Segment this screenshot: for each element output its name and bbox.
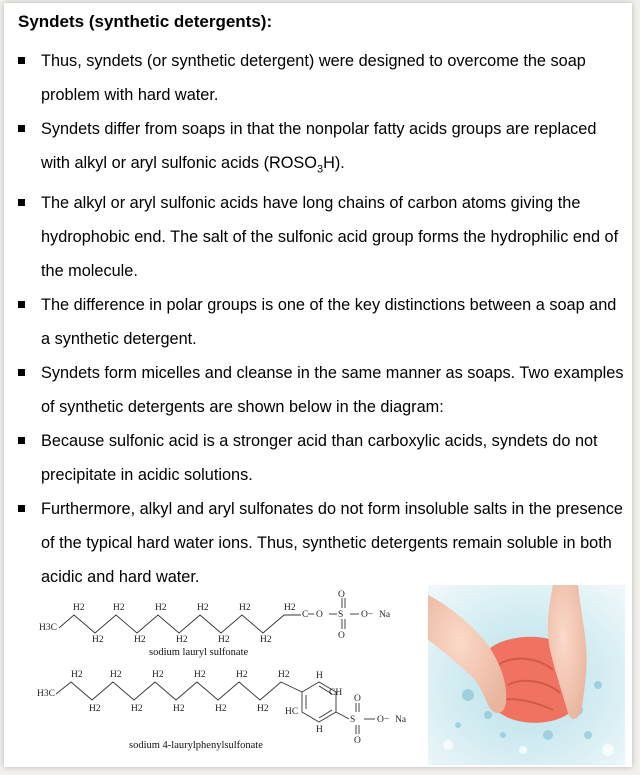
svg-text:O: O [338,631,345,641]
svg-text:O: O [316,610,323,620]
svg-text:O−: O− [361,610,374,620]
svg-text:H2: H2 [73,603,85,613]
svg-text:O−: O− [377,715,390,725]
bullet-text: Syndets form micelles and cleanse in the same manner as soaps. Two examples of synthetic detergents are shown below in the diagram: [41,364,624,417]
svg-text:H2: H2 [284,603,296,613]
caption-sodium-laurylphenylsulfonate: sodium 4-laurylphenylsulfonate [129,740,263,751]
bullet-item [4,288,624,356]
hands-washing-cloth-photo [428,585,625,765]
bullet-item [4,356,624,424]
svg-text:C: C [302,610,309,620]
svg-text:O: O [338,590,345,600]
bullet-item [4,112,624,186]
svg-text:H2: H2 [134,635,146,645]
svg-text:H2: H2 [71,670,83,680]
svg-text:H2: H2 [278,670,290,680]
slide-card [4,3,632,767]
square-bullet-icon [18,505,25,512]
bullet-text: Furthermore, alkyl and aryl sulfonates do not form insoluble salts in the presence of the typical hard water ions. Thus, synthetic detergents remain soluble in both acidic and hard water. [41,500,623,587]
bullet-text: Because sulfonic acid is a stronger acid than carboxylic acids, syndets do not precipitate in acidic solutions. [41,432,598,485]
svg-text:H2: H2 [155,603,167,613]
svg-text:O: O [354,736,361,746]
svg-text:H2: H2 [218,635,230,645]
methyl-label: H3C [39,623,57,633]
bullet-item [4,424,624,492]
svg-text:H3C: H3C [37,689,55,699]
svg-text:H2: H2 [113,603,125,613]
svg-text:Na: Na [379,610,391,620]
caption-sodium-lauryl-sulfonate: sodium lauryl sulfonate [149,647,249,658]
svg-text:Na: Na [395,715,407,725]
square-bullet-icon [18,369,25,376]
svg-text:H2: H2 [152,670,164,680]
bullet-text: Thus, syndets (or synthetic detergent) were designed to overcome the soap problem with hard water. [41,52,586,104]
square-bullet-icon [18,437,25,444]
svg-text:H: H [316,671,323,681]
svg-text:O: O [354,694,361,704]
svg-text:H2: H2 [176,635,188,645]
square-bullet-icon [18,57,25,64]
svg-text:H: H [316,725,323,735]
svg-text:H2: H2 [110,670,122,680]
chemical-structures-diagram [29,588,419,763]
bullet-item [4,492,624,594]
svg-text:H2: H2 [92,635,104,645]
svg-text:H2: H2 [197,603,209,613]
slide-title: Syndets (synthetic detergents): [18,12,273,31]
bullet-item [4,44,624,112]
svg-text:H2: H2 [239,603,251,613]
svg-text:H2: H2 [173,704,185,714]
svg-text:H2: H2 [89,704,101,714]
svg-text:H2: H2 [260,635,272,645]
sodium-lauryl-sulfonate-structure [59,598,359,633]
svg-text:H2: H2 [257,704,269,714]
svg-text:S: S [350,715,356,725]
bullet-list [4,44,624,594]
svg-text:H2: H2 [236,670,248,680]
svg-text:H2: H2 [131,704,143,714]
svg-text:S: S [338,610,344,620]
square-bullet-icon [18,199,25,206]
svg-text:HC: HC [285,707,299,717]
bullet-text: The difference in polar groups is one of the key distinctions between a soap and a synthetic detergent. [41,296,617,349]
square-bullet-icon [18,125,25,132]
bullet-text: The alkyl or aryl sulfonic acids have long chains of carbon atoms giving the hydrophobic end. The salt of the sulfonic acid group forms the hydrophilic end of the molecule. [41,194,619,281]
svg-text:H2: H2 [215,704,227,714]
bullet-text: Syndets differ from soaps in that the nonpolar fatty acids groups are replaced with alkyl or aryl sulfonic acids $(ROSO_3H)$. [41,120,597,176]
svg-text:CH: CH [329,688,343,698]
square-bullet-icon [18,301,25,308]
bullet-item [4,186,624,288]
svg-text:H2: H2 [194,670,206,680]
